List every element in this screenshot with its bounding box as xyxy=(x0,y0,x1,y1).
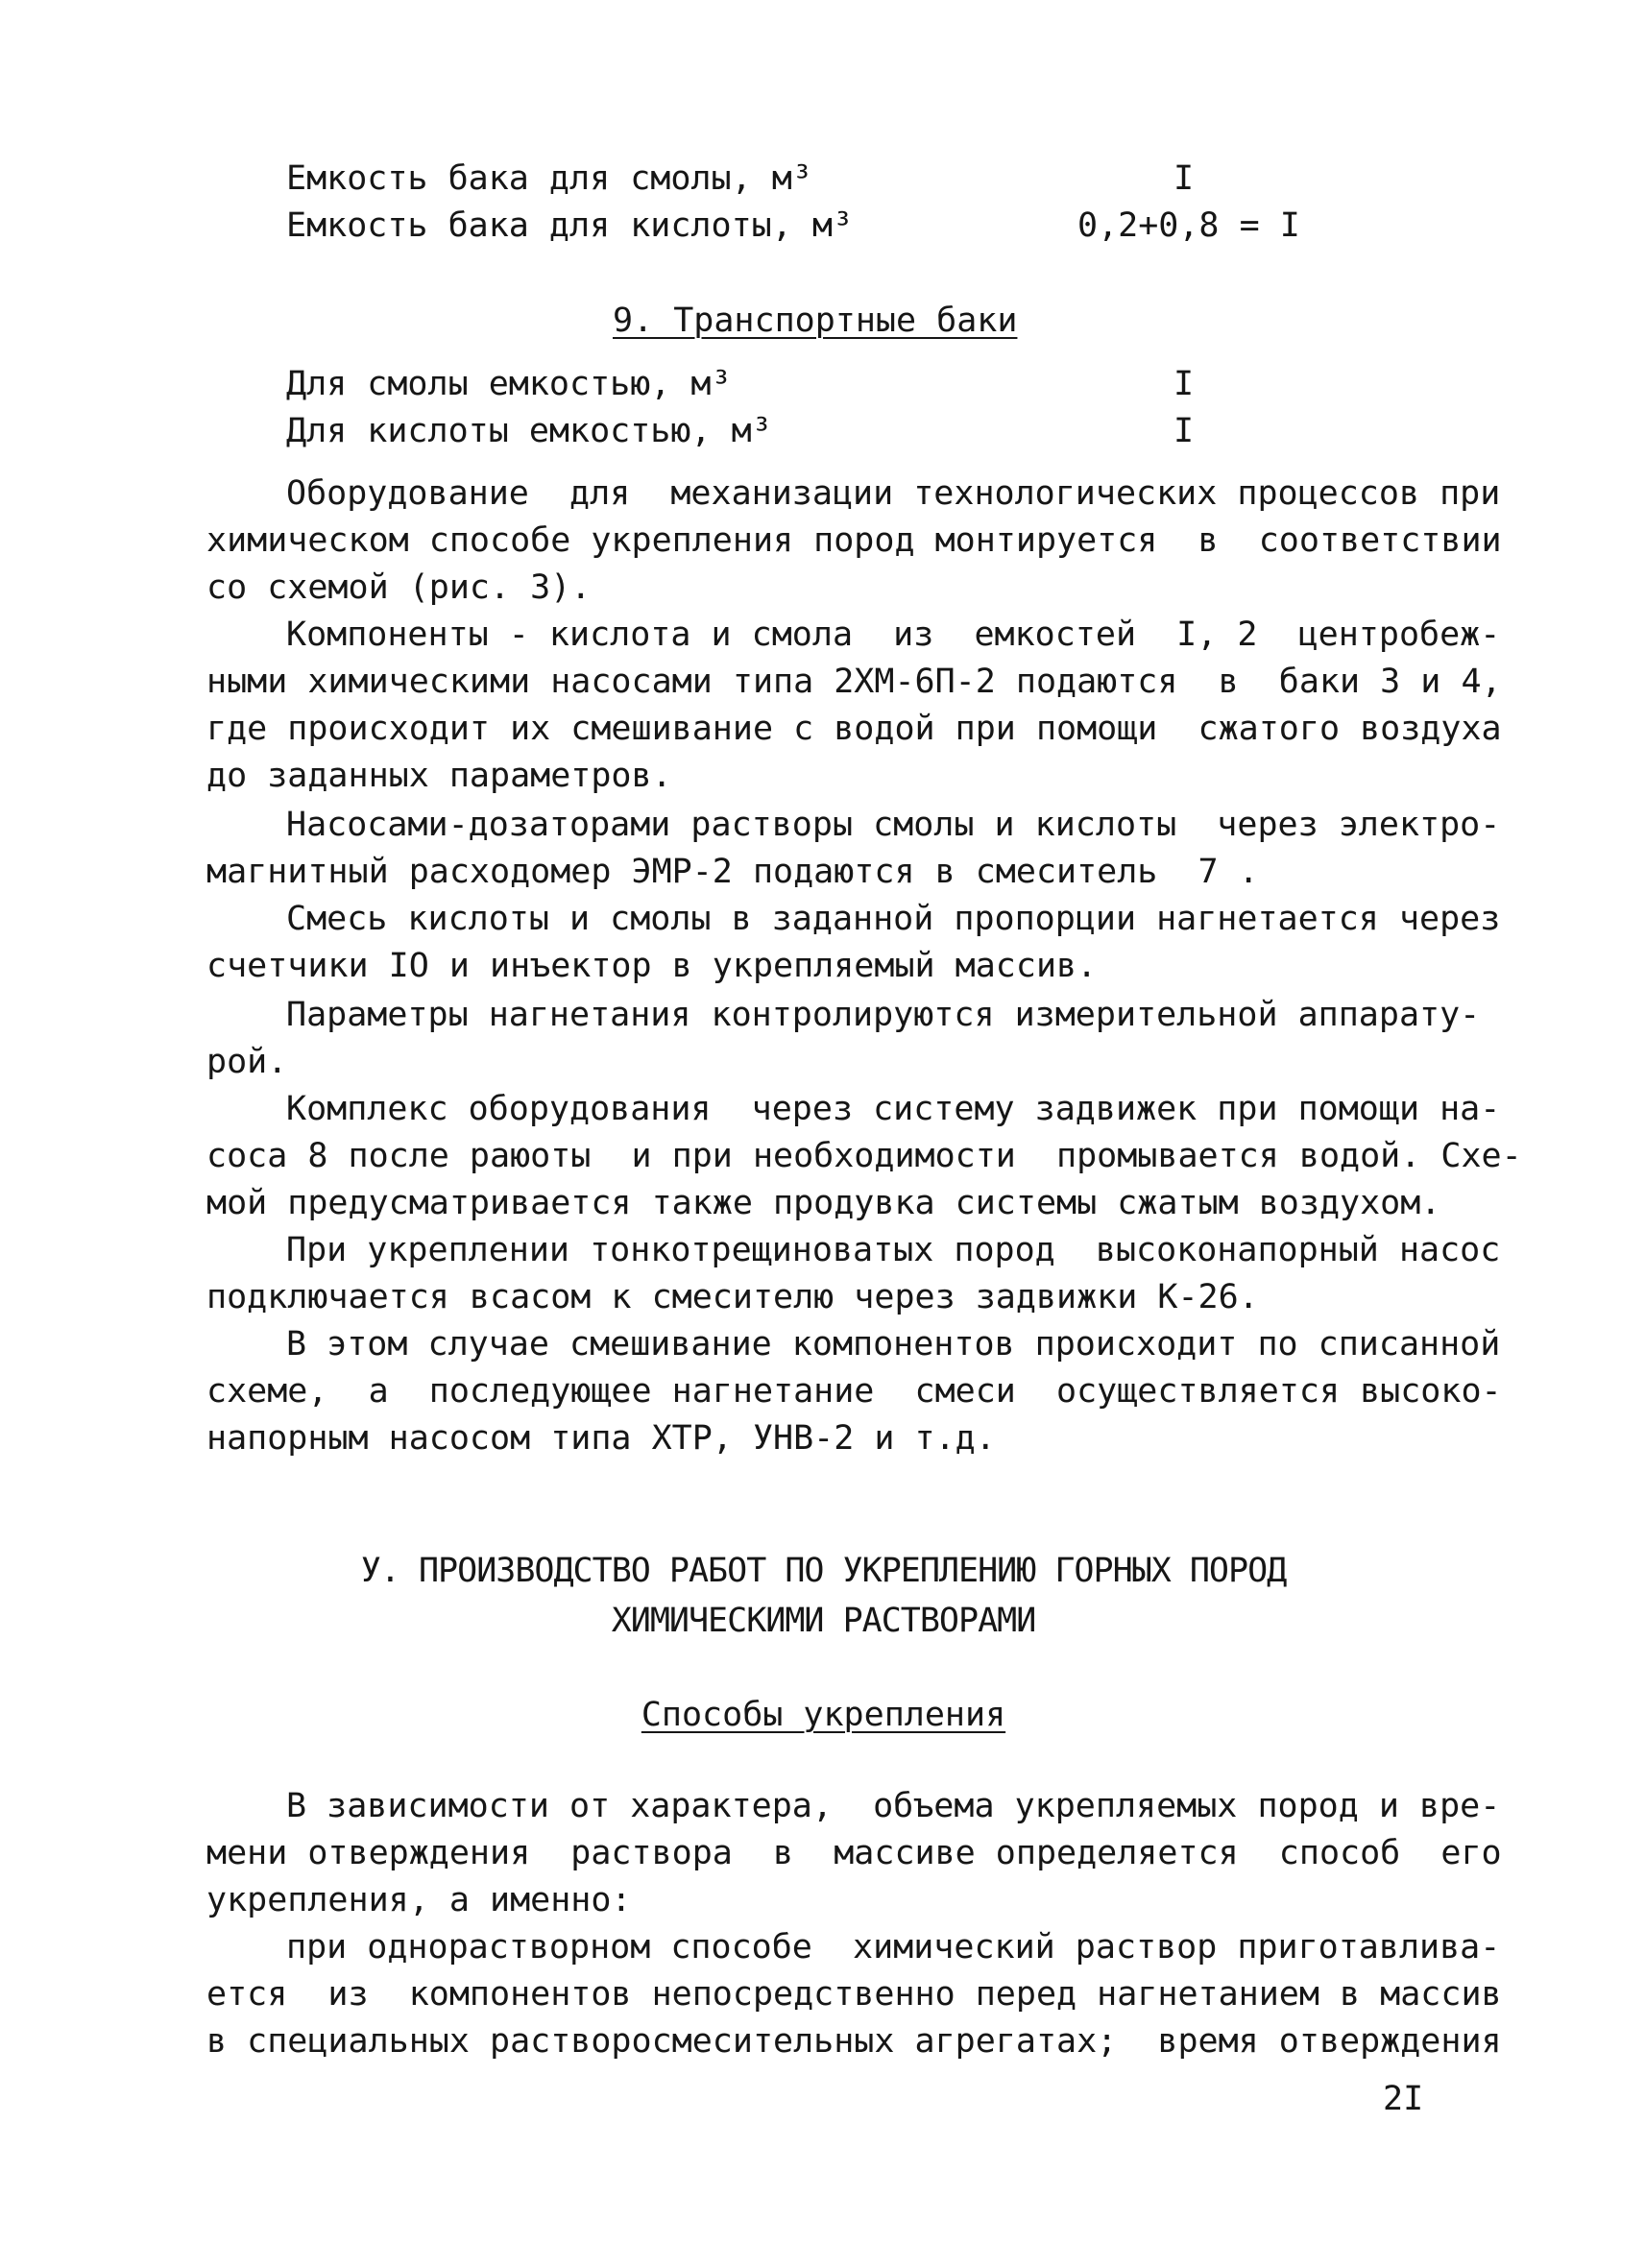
capacity-resin-value: I xyxy=(1173,159,1195,198)
body-line: Смесь кислоты и смолы в заданной пропорции нагнетается через xyxy=(286,900,1501,938)
page-number: 2I xyxy=(1383,2080,1424,2118)
body-line: Параметры нагнетания контролируются измерительной аппарату- xyxy=(286,996,1481,1034)
section-title-line2: ХИМИЧЕСКИМИ РАСТВОРАМИ xyxy=(611,1602,1036,1640)
body-line: напорным насосом типа ХТР, УНВ-2 и т.д. xyxy=(206,1419,996,1458)
body-line: Насосами-дозаторами растворы смолы и кислоты через электро- xyxy=(286,806,1501,844)
transport-acid-label: Для кислоты емкостью, м³ xyxy=(286,412,772,450)
body-line: счетчики IO и инъектор в укрепляемый массив. xyxy=(206,947,1098,985)
transport-resin-label: Для смолы емкостью, м³ xyxy=(286,365,732,403)
body-line: Комплекс оборудования через систему задвижек при помощи на- xyxy=(286,1090,1501,1128)
section-subheading: Способы укрепления xyxy=(641,1696,1006,1734)
body-line: магнитный расходомер ЭМР-2 подаются в смеситель 7 . xyxy=(206,853,1259,891)
transport-resin-value: I xyxy=(1173,365,1195,403)
section-line: при однорастворном способе химический раствор приготавлива- xyxy=(286,1928,1501,1966)
body-line: со схемой (рис. 3). xyxy=(206,568,592,607)
section-line: ется из компонентов непосредственно перед нагнетанием в массив xyxy=(206,1975,1502,2014)
body-line: При укреплении тонкотрещиноватых пород высоконапорный насос xyxy=(286,1231,1501,1269)
body-line: Компоненты - кислота и смола из емкостей I, 2 центробеж- xyxy=(286,615,1501,654)
section-title: У. ПРОИЗВОДСТВО РАБОТ ПО УКРЕПЛЕНИЮ ГОРНЫХ ПОРОД xyxy=(360,1552,1287,1590)
body-line: до заданных параметров. xyxy=(206,757,672,795)
section-line: в специальных растворосмесительных агрегатах; время отверждения xyxy=(206,2022,1502,2061)
capacity-acid-value: 0,2+0,8 = I xyxy=(1077,206,1300,245)
body-line: мой предусматривается также продувка системы сжатым воздухом. xyxy=(206,1184,1441,1222)
body-line: где происходит их смешивание с водой при помощи сжатого воздуха xyxy=(206,710,1502,748)
section-line: мени отверждения раствора в массиве определяется способ его xyxy=(206,1834,1502,1872)
body-line: подключается всасом к смесителю через задвижки К-26. xyxy=(206,1278,1259,1316)
section-line: В зависимости от характера, объема укрепляемых пород и вре- xyxy=(286,1787,1501,1825)
body-line: соса 8 после раюоты и при необходимости промывается водой. Схе- xyxy=(206,1137,1522,1175)
section-line: укрепления, а именно: xyxy=(206,1881,632,1919)
body-line: рой. xyxy=(206,1043,288,1081)
body-line: химическом способе укрепления пород монтируется в соответствии xyxy=(206,521,1502,560)
body-line: ными химическими насосами типа 2ХМ-6П-2 подаются в баки 3 и 4, xyxy=(206,663,1502,701)
capacity-resin-label: Емкость бака для смолы, м³ xyxy=(286,159,812,198)
transport-heading: 9. Транспортные баки xyxy=(613,302,1018,340)
transport-acid-value: I xyxy=(1173,412,1195,450)
capacity-acid-label: Емкость бака для кислоты, м³ xyxy=(286,206,854,245)
body-line: В этом случае смешивание компонентов происходит по списанной xyxy=(286,1325,1501,1363)
body-line: схеме, а последующее нагнетание смеси осуществляется высоко- xyxy=(206,1372,1502,1411)
body-line: Оборудование для механизации технологических процессов при xyxy=(286,474,1501,513)
